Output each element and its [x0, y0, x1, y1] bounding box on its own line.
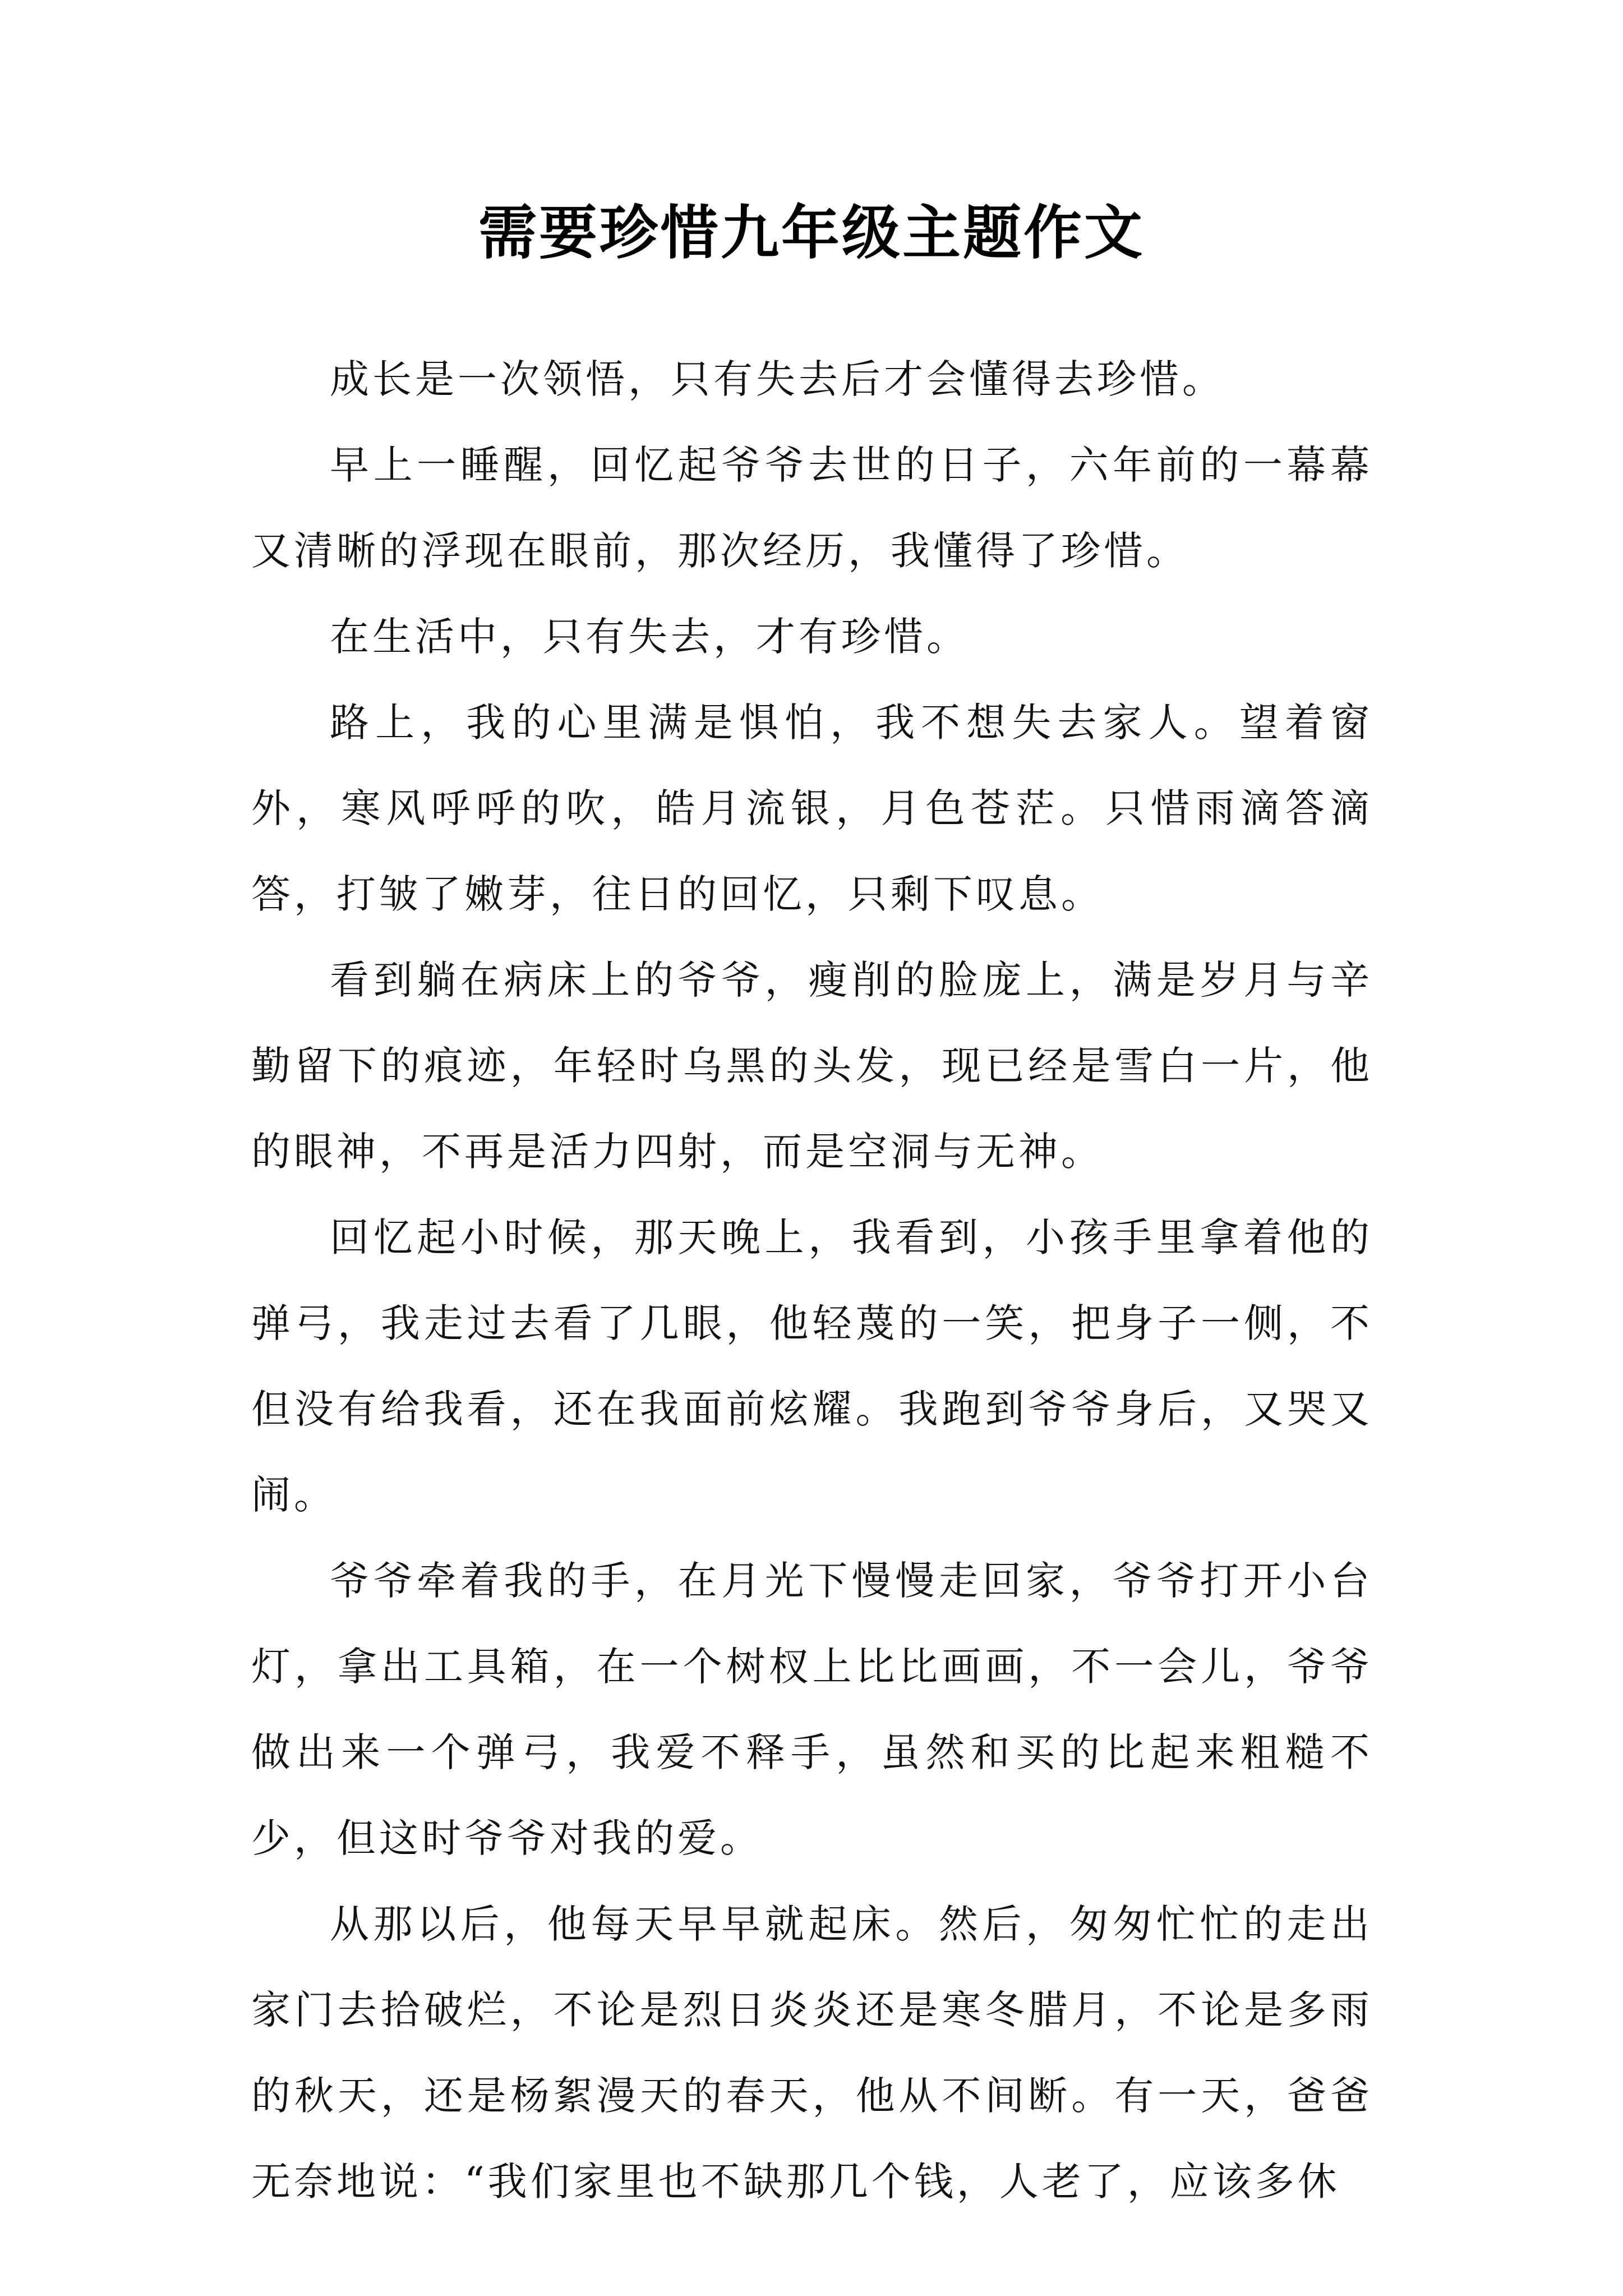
- paragraph-4: 路上，我的心里满是惧怕，我不想失去家人。望着窗外，寒风呼呼的吹，皓月流银，月色苍茫。只惜雨滴答滴答，打皱了嫩芽，往日的回忆，只剩下叹息。: [251, 700, 1373, 917]
- document-title: 需要珍惜九年级主题作文: [478, 198, 1145, 267]
- paragraph-3: 在生活中，只有失去，才有珍惜。: [330, 614, 969, 660]
- paragraph-8: 从那以后，他每天早早就起床。然后，匆匆忙忙的走出家门去拾破烂，不论是烈日炎炎还是寒冬腊月，不论是多雨的秋天，还是杨絮漫天的春天，他从不间断。有一天，爸爸无奈地说：“我们家里也不缺那几个钱，人老了，应该多休: [251, 1901, 1373, 2205]
- document-body: [251, 337, 1373, 2225]
- paragraph-1: 成长是一次领悟，只有失去后才会懂得去珍惜。: [330, 356, 1225, 402]
- paragraph-5: 看到躺在病床上的爷爷，瘦削的脸庞上，满是岁月与辛勤留下的痕迹，年轻时乌黑的头发，现已经是雪白一片，他的眼神，不再是活力四射，而是空洞与无神。: [251, 957, 1373, 1175]
- paragraph-2: 早上一睡醒，回忆起爷爷去世的日子，六年前的一幕幕又清晰的浮现在眼前，那次经历，我懂得了珍惜。: [251, 442, 1373, 574]
- paragraph-6: 回忆起小时候，那天晚上，我看到，小孩手里拿着他的弹弓，我走过去看了几眼，他轻蔑的一笑，把身子一侧，不但没有给我看，还在我面前炫耀。我跑到爷爷身后，又哭又闹。: [251, 1214, 1373, 1518]
- paragraph-7: 爷爷牵着我的手，在月光下慢慢走回家，爷爷打开小台灯，拿出工具箱，在一个树杈上比比画画，不一会儿，爷爷做出来一个弹弓，我爱不释手，虽然和买的比起来粗糙不少，但这时爷爷对我的爱。: [251, 1558, 1373, 1861]
